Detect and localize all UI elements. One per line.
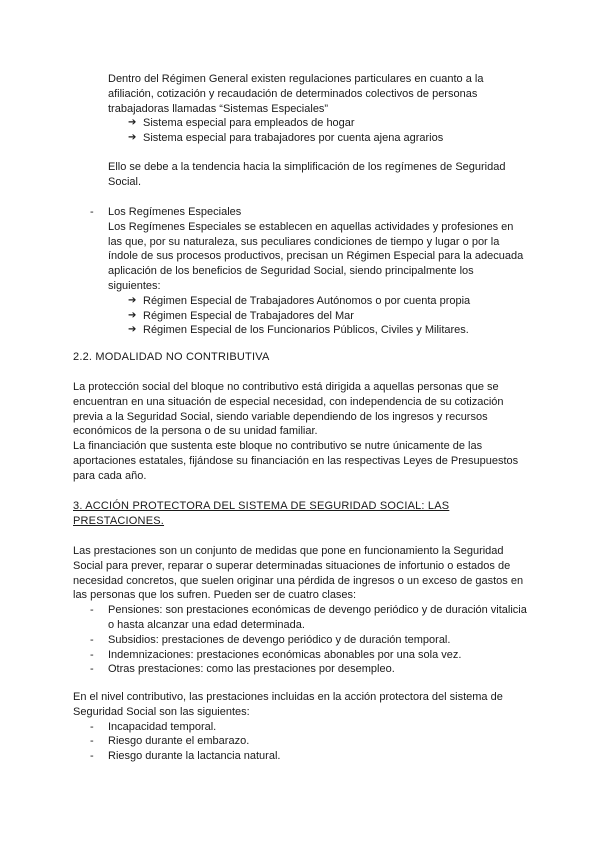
arrow-icon: ➔ (128, 132, 137, 144)
arrow-icon: ➔ (128, 294, 137, 306)
contributivo-section (0, 690, 600, 764)
regimenes-list (128, 294, 600, 338)
dash-bullet: - (90, 604, 94, 617)
dash-bullet: - (90, 750, 94, 763)
no-contributiva-heading-wrap (0, 350, 600, 365)
dash-bullet: - (90, 206, 94, 218)
regimenes-section (0, 205, 600, 338)
dash-bullet: - (90, 663, 94, 676)
dash-bullet: - (90, 720, 94, 733)
list-item: - Otras prestaciones: como las prestaciones por desempleo. (90, 663, 395, 676)
no-contributiva-section (0, 380, 600, 484)
no-contributiva-heading: 2.2. MODALIDAD NO CONTRIBUTIVA (73, 351, 270, 363)
intro-paragraph: Dentro del Régimen General existen regulaciones particulares en cuanto a la afiliación, cotización y recaudación de determinados colectivos de personas trabajadoras llamadas “Sistemas Especiales” (108, 73, 484, 115)
dash-bullet: - (90, 735, 94, 748)
arrow-icon: ➔ (128, 309, 137, 321)
intro-section (0, 72, 600, 146)
regimenes-title-item (90, 205, 600, 220)
sistemas-especiales-list (128, 116, 600, 146)
list-item: ➔ Régimen Especial de Trabajadores Autónomos o por cuenta propia (128, 294, 471, 307)
contributivo-list (90, 720, 530, 764)
list-item: ➔ Sistema especial para empleados de hogar (128, 117, 355, 130)
list-item: - Pensiones: son prestaciones económicas de devengo periódico y de duración vitalicia o hasta alcanzar una edad determinada. (90, 604, 527, 631)
list-item: ➔ Sistema especial para trabajadores por cuenta ajena agrarios (128, 132, 444, 145)
list-item: - Subsidios: prestaciones de devengo periódico y de duración temporal. (90, 633, 451, 646)
intro-closing (0, 160, 600, 190)
list-item: - Indemnizaciones: prestaciones económicas abonables por una sola vez. (90, 648, 462, 661)
arrow-icon: ➔ (128, 117, 137, 129)
list-item: - Incapacidad temporal. (90, 720, 217, 733)
list-item: - Riesgo durante la lactancia natural. (90, 750, 281, 763)
dash-bullet: - (90, 648, 94, 661)
prestaciones-section (0, 544, 600, 677)
regimenes-title: Los Regímenes Especiales (108, 206, 242, 218)
list-item: ➔ Régimen Especial de los Funcionarios Públicos, Civiles y Militares. (128, 324, 469, 337)
dash-bullet: - (90, 633, 94, 646)
contributivo-paragraph: En el nivel contributivo, las prestaciones incluidas en la acción protectora del sistema de Seguridad Social son las siguientes: (73, 691, 503, 718)
arrow-icon: ➔ (128, 324, 137, 336)
no-contributiva-paragraph-1: La protección social del bloque no contributivo está dirigida a aquellas personas que se encuentran en una situación de especial necesidad, con independencia de su cotización previa a la Seguridad Social, siendo variable dependiendo de los ingresos y recursos económicos de la persona o de su unidad familiar. (73, 381, 504, 438)
regimenes-paragraph: Los Regímenes Especiales se establecen en aquellas actividades y profesiones en las que, por su naturaleza, sus peculiares condiciones de tiempo y lugar o por la índole de sus procesos productivos, precisan un Régimen Especial para la adecuada aplicación de los beneficios de Seguridad Social, siendo principalmente los siguientes: (108, 220, 524, 292)
list-item: ➔ Régimen Especial de Trabajadores del Mar (128, 309, 354, 322)
prestaciones-list (90, 603, 530, 677)
prestaciones-paragraph: Las prestaciones son un conjunto de medidas que pone en funcionamiento la Seguridad Social para prever, reparar o superar determinadas situaciones de infortunio o estados de necesidad concretos, que suelen originar una pérdida de ingresos o un exceso de gastos en las personas que los sufren. Pueden ser de cuatro clases: (73, 545, 524, 602)
accion-protectora-heading: 3. ACCIÓN PROTECTORA DEL SISTEMA DE SEGURIDAD SOCIAL: LAS PRESTACIONES. (73, 500, 450, 527)
accion-protectora-heading-wrap (0, 499, 600, 529)
closing-paragraph: Ello se debe a la tendencia hacia la simplificación de los regímenes de Seguridad Social. (108, 161, 506, 188)
no-contributiva-paragraph-2: La financiación que sustenta este bloque no contributivo se nutre únicamente de las aportaciones estatales, fijándose su financiación en las respectivas Leyes de Presupuestos para cada año. (73, 440, 519, 482)
list-item: - Riesgo durante el embarazo. (90, 735, 250, 748)
